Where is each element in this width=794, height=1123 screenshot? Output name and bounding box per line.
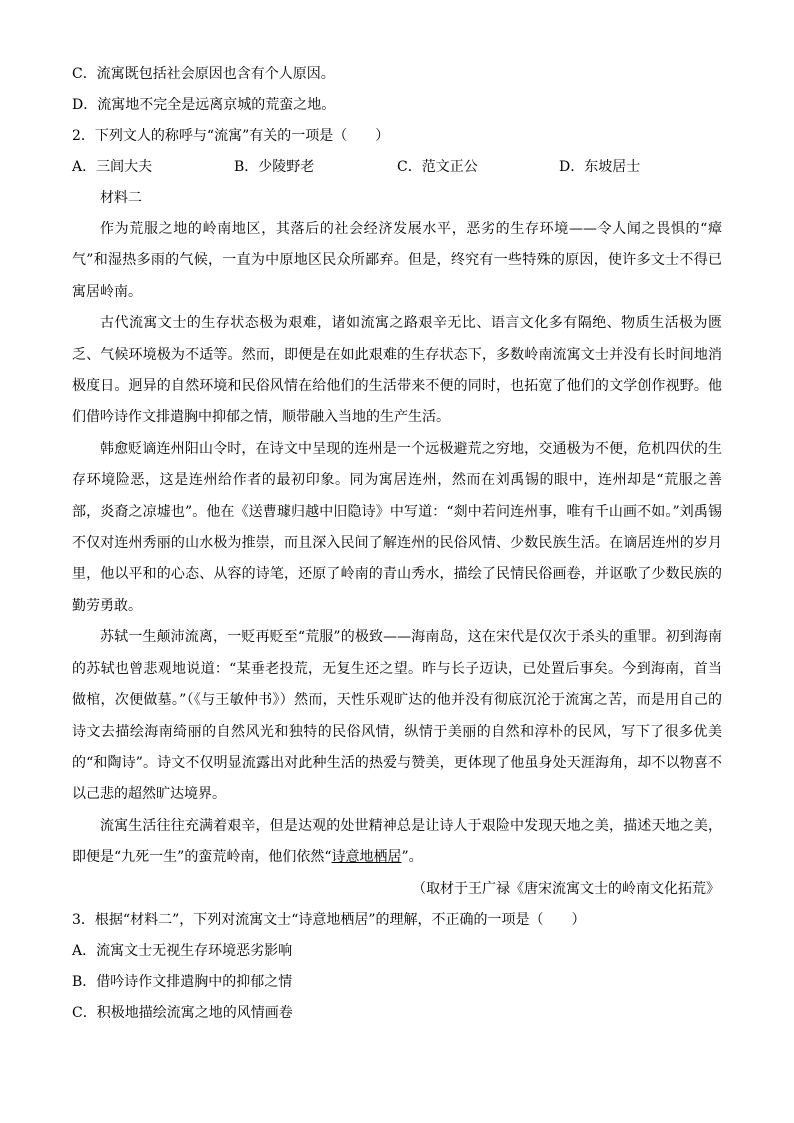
- q1-option-d: D．流寓地不完全是远离京城的荒蛮之地。: [72, 97, 336, 113]
- q2-stem: 2．下列文人的称呼与“流寓”有关的一项是（ ）: [72, 128, 390, 144]
- q1-option-c: C．流寓既包括社会原因也含有个人原因。: [72, 66, 335, 82]
- material2-paragraph-1: 作为荒服之地的岭南地区，其落后的社会经济发展水平，恶劣的生存环境——令人闻之畏惧的“瘴气”和湿热多雨的气候，一直为中原地区民众所鄙弃。但是，终究有一些特殊的原因，使许多文士不得已寓居岭南。: [72, 221, 722, 300]
- material2-paragraph-3: 韩愈贬谪连州阳山令时，在诗文中呈现的连州是一个远极避荒之穷地，交通极为不便，危机四伏的生存环境险恶，这是连州给作者的最初印象。同为寓居连州，然而在刘禹锡的眼中，连州却是“荒服之善部，炎裔之凉墟也”。他在《送曹璩归越中旧隐诗》中写道：“剡中若问连州事，唯有千山画不如。”刘禹锡不仅对连州秀丽的山水极为推崇，而且深入民间了解连州的民俗风情、少数民族生活。在谪居连州的岁月里，他以平和的心态、从容的诗笔，还原了岭南的青山秀水，描绘了民情民俗画卷，并讴歌了少数民族的勤劳勇敢。: [72, 440, 722, 614]
- q3-option-c: C．积极地描绘流寓之地的风情画卷: [72, 1004, 293, 1021]
- material2-paragraph-5: [72, 811, 722, 874]
- q3-option-a: A．流寓文士无视生存环境恶劣影响: [72, 942, 293, 959]
- p5-text-after: ”。: [401, 849, 423, 866]
- material2-paragraph-2: 古代流寓文士的生存状态极为艰难，诸如流寓之路艰辛无比、语言文化多有隔绝、物质生活极为匮乏、气候环境极为不适等。然而，即便是在如此艰难的生存状态下，多数岭南流寓文士并没有长时间地消极度日。迥异的自然环境和民俗风情在给他们的生活带来不便的同时，也拓宽了他们的文学创作视野。他们借吟诗作文排遣胸中抑郁之情，顺带融入当地的生产生活。: [72, 315, 722, 426]
- p5-underlined-phrase: 诗意地栖居: [331, 849, 402, 866]
- material2-paragraph-4: 苏轼一生颠沛流离，一贬再贬至“荒服”的极致——海南岛，这在宋代是仅次于杀头的重罪。初到海南的苏轼也曾悲观地说道：“某垂老投荒，无复生还之望。昨与长子迈诀，已处置后事矣。今到海南，首当做棺，次便做墓。”（《与王敏仲书》）然而，天性乐观旷达的他并没有彻底沉沦于流寓之苦，而是用自己的诗文去描绘海南绮丽的自然风光和独特的民俗风情，纵情于美丽的自然和淳朴的民风，写下了很多优美的“和陶诗”。诗文不仅明显流露出对此种生活的热爱与赞美，更体现了他虽身处天涯海角，却不以物喜不以己悲的超然旷达境界。: [72, 629, 722, 803]
- q3-stem: 3．根据“材料二”，下列对流寓文士“诗意地栖居”的理解，不正确的一项是（ ）: [72, 911, 586, 928]
- q2-option-c: C．范文正公: [397, 159, 478, 175]
- q2-option-a: A．三闾大夫: [72, 159, 153, 175]
- q2-options-row: [72, 152, 722, 183]
- q2-option-d: D．东坡居士: [559, 159, 641, 175]
- material2-heading: 材料二: [100, 190, 142, 206]
- p5-text-before: 流寓生活往往充满着艰辛，但是达观的处世精神总是让诗人于艰险中发现天地之美，描述天地之美，即便是“九死一生”的蛮荒岭南，他们依然“: [72, 817, 722, 866]
- q3-option-b: B．借吟诗作文排遣胸中的抑郁之情: [72, 973, 293, 990]
- material2-source: （取材于王广禄《唐宋流寓文士的岭南文化拓荒》: [412, 880, 720, 897]
- document-page: [72, 0, 722, 1029]
- q2-option-b: B．少陵野老: [234, 159, 315, 175]
